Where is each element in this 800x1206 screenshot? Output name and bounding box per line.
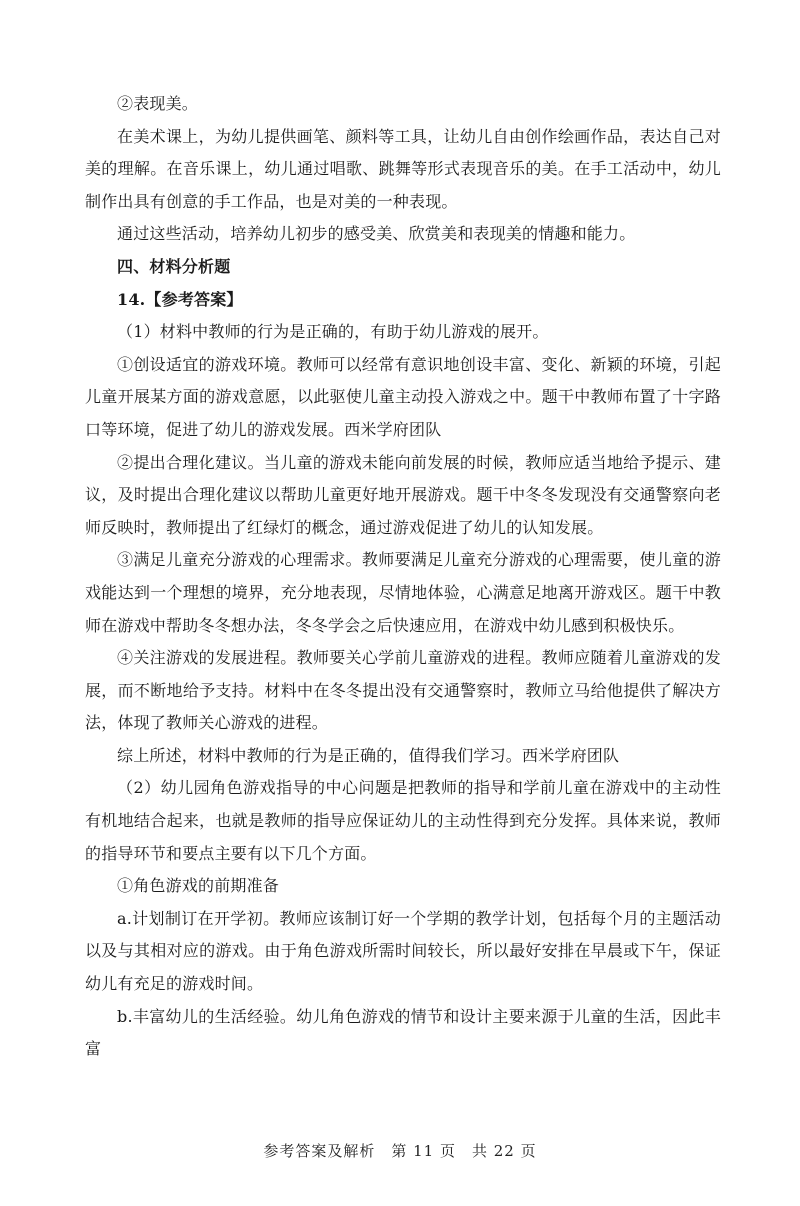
paragraph: ③满足儿童充分游戏的心理需求。教师要满足儿童充分游戏的心理需要，使儿童的游戏能达到一个理想的境界，充分地表现，尽情地体验，心满意足地离开游戏区。题干中教师在游戏中帮助冬冬想办法，冬冬学会之后快速应用，在游戏中幼儿感到积极快乐。 <box>85 550 721 635</box>
paragraph: ②表现美。 <box>117 94 199 113</box>
paragraph: ②提出合理化建议。当儿童的游戏未能向前发展的时候，教师应适当地给予提示、建议，及时提出合理化建议以帮助儿童更好地开展游戏。题干中冬冬发现没有交通警察向老师反映时，教师提出了红绿灯的概念，通过游戏促进了幼儿的认知发展。 <box>85 452 721 537</box>
paragraph: 通过这些活动，培养幼儿初步的感受美、欣赏美和表现美的情趣和能力。 <box>117 224 636 244</box>
paragraph: 在美术课上，为幼儿提供画笔、颜料等工具，让幼儿自由创作绘画作品，表达自己对美的理解。在音乐课上，幼儿通过唱歌、跳舞等形式表现音乐的美。在手工活动中，幼儿制作出具有创意的手工作品，也是对美的一种表现。 <box>85 126 721 211</box>
page-body <box>85 88 721 1066</box>
paragraph: a.计划制订在开学初。教师应该制订好一个学期的教学计划，包括每个月的主题活动以及与其相对应的游戏。由于角色游戏所需时间较长，所以最好安排在早晨或下午，保证幼儿有充足的游戏时间。 <box>85 908 721 994</box>
paragraph: ①角色游戏的前期准备 <box>117 876 280 896</box>
paragraph: ④关注游戏的发展进程。教师要关心学前儿童游戏的进程。教师应随着儿童游戏的发展，而不断地给予支持。材料中在冬冬提出没有交通警察时，教师立马给他提供了解决方法，体现了教师关心游戏的进程。 <box>85 648 721 733</box>
section-heading: 四、材料分析题 <box>117 256 231 276</box>
paragraph: （2）幼儿园角色游戏指导的中心问题是把教师的指导和学前儿童在游戏中的主动性有机地结合起来，也就是教师的指导应保证幼儿的主动性得到充分发挥。具体来说，教师的指导环节和要点主要有以下几个方面。 <box>85 778 721 863</box>
paragraph: b.丰富幼儿的生活经验。幼儿角色游戏的情节和设计主要来源于儿童的生活，因此丰富 <box>85 1006 721 1059</box>
page-footer: 参考答案及解析 第 11 页 共 22 页 <box>263 1142 537 1160</box>
paragraph: ①创设适宜的游戏环境。教师可以经常有意识地创设丰富、变化、新颖的环境，引起儿童开展某方面的游戏意愿，以此驱使儿童主动投入游戏之中。题干中教师布置了十字路口等环境，促进了幼儿的游戏发展。西米学府团队 <box>85 354 721 439</box>
question-heading: 14.【参考答案】 <box>117 289 243 309</box>
paragraph: 综上所述，材料中教师的行为是正确的，值得我们学习。西米学府团队 <box>117 745 620 765</box>
paragraph: （1）材料中教师的行为是正确的，有助于幼儿游戏的展开。 <box>117 322 549 342</box>
